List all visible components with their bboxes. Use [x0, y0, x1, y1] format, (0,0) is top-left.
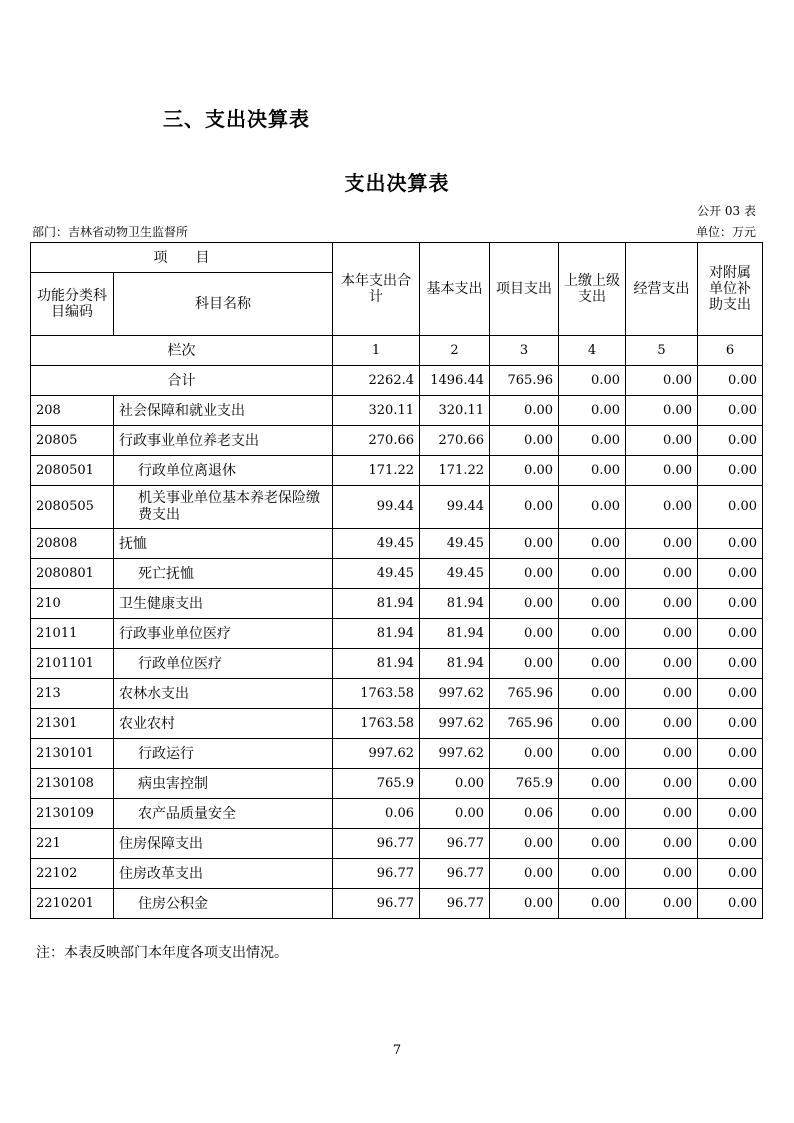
row-value: 0.00	[559, 529, 626, 559]
row-value: 1763.58	[333, 709, 420, 739]
row-value: 1763.58	[333, 679, 420, 709]
row-value: 96.77	[333, 889, 420, 919]
row-code: 221	[31, 829, 114, 859]
row-code: 210	[31, 589, 114, 619]
row-value: 320.11	[420, 396, 490, 426]
row-value: 0.00	[626, 709, 698, 739]
row-value: 0.00	[559, 889, 626, 919]
row-value: 0.00	[420, 799, 490, 829]
row-name: 行政事业单位养老支出	[114, 426, 333, 456]
row-value: 0.00	[626, 769, 698, 799]
row-value: 0.00	[626, 559, 698, 589]
row-value: 0.00	[698, 769, 763, 799]
row-code: 20805	[31, 426, 114, 456]
row-value: 96.77	[420, 859, 490, 889]
section-heading: 三、支出决算表	[163, 107, 310, 131]
column-index-1: 1	[333, 336, 420, 366]
row-value: 997.62	[333, 739, 420, 769]
page-number: 7	[392, 1043, 402, 1058]
row-value: 0.00	[698, 859, 763, 889]
total-value: 0.00	[559, 366, 626, 396]
unit-label: 单位：万元	[695, 225, 756, 239]
row-value: 0.00	[420, 769, 490, 799]
row-value: 0.00	[626, 739, 698, 769]
row-value: 0.00	[626, 486, 698, 529]
row-value: 81.94	[420, 649, 490, 679]
row-value: 0.00	[698, 486, 763, 529]
row-name: 行政单位离退休	[114, 456, 333, 486]
table-row	[31, 799, 763, 829]
row-value: 0.00	[698, 829, 763, 859]
row-value: 0.00	[698, 456, 763, 486]
table-row	[31, 619, 763, 649]
row-value: 0.00	[490, 619, 559, 649]
column-index-2: 2	[420, 336, 490, 366]
row-value: 49.45	[420, 529, 490, 559]
header-col2: 基本支出	[420, 243, 490, 336]
row-code: 2080801	[31, 559, 114, 589]
row-value: 0.00	[559, 396, 626, 426]
header-col6: 对附属单位补助支出	[698, 243, 763, 336]
row-value: 0.00	[559, 486, 626, 529]
expenditure-table	[30, 242, 763, 919]
row-value: 0.00	[626, 529, 698, 559]
row-value: 49.45	[333, 559, 420, 589]
row-code: 21011	[31, 619, 114, 649]
row-code: 2210201	[31, 889, 114, 919]
row-code: 22102	[31, 859, 114, 889]
row-value: 0.00	[698, 649, 763, 679]
row-name: 农林水支出	[114, 679, 333, 709]
row-code: 2130109	[31, 799, 114, 829]
total-value: 0.00	[698, 366, 763, 396]
row-value: 0.00	[490, 829, 559, 859]
row-value: 270.66	[420, 426, 490, 456]
row-value: 0.00	[698, 709, 763, 739]
row-name: 抚恤	[114, 529, 333, 559]
table-row	[31, 709, 763, 739]
row-value: 0.00	[626, 456, 698, 486]
column-index-3: 3	[490, 336, 559, 366]
row-value: 0.00	[559, 679, 626, 709]
row-value: 0.00	[559, 769, 626, 799]
row-value: 0.00	[626, 829, 698, 859]
row-value: 765.96	[490, 679, 559, 709]
row-name: 行政单位医疗	[114, 649, 333, 679]
table-row	[31, 889, 763, 919]
row-value: 49.45	[333, 529, 420, 559]
row-value: 99.44	[420, 486, 490, 529]
row-value: 96.77	[333, 829, 420, 859]
table-title: 支出决算表	[344, 171, 450, 195]
header-col5: 经营支出	[626, 243, 698, 336]
row-value: 765.9	[490, 769, 559, 799]
row-value: 0.00	[490, 426, 559, 456]
table-row	[31, 589, 763, 619]
row-value: 0.00	[559, 829, 626, 859]
row-value: 0.00	[490, 649, 559, 679]
header-col3: 项目支出	[490, 243, 559, 336]
table-row	[31, 859, 763, 889]
row-value: 0.00	[698, 589, 763, 619]
row-value: 96.77	[420, 889, 490, 919]
row-value: 81.94	[333, 619, 420, 649]
row-value: 0.00	[626, 859, 698, 889]
table-row	[31, 649, 763, 679]
row-value: 0.00	[559, 559, 626, 589]
total-value: 1496.44	[420, 366, 490, 396]
row-name: 卫生健康支出	[114, 589, 333, 619]
header-col4: 上缴上级支出	[559, 243, 626, 336]
row-value: 171.22	[420, 456, 490, 486]
row-name: 行政运行	[114, 739, 333, 769]
row-code: 208	[31, 396, 114, 426]
header-item: 项 目	[31, 243, 333, 273]
row-value: 0.00	[559, 426, 626, 456]
row-value: 0.00	[490, 396, 559, 426]
row-code: 20808	[31, 529, 114, 559]
row-value: 0.00	[698, 559, 763, 589]
row-name: 社会保障和就业支出	[114, 396, 333, 426]
row-value: 0.00	[559, 649, 626, 679]
row-value: 96.77	[420, 829, 490, 859]
row-value: 765.96	[490, 709, 559, 739]
total-value: 765.96	[490, 366, 559, 396]
row-value: 270.66	[333, 426, 420, 456]
row-value: 0.00	[626, 396, 698, 426]
row-code: 213	[31, 679, 114, 709]
table-row	[31, 559, 763, 589]
row-value: 0.00	[490, 456, 559, 486]
row-value: 997.62	[420, 679, 490, 709]
table-note: 注：本表反映部门本年度各项支出情况。	[36, 945, 288, 961]
department-label: 部门：吉林省动物卫生监督所	[32, 225, 189, 239]
row-value: 0.00	[490, 859, 559, 889]
row-value: 0.00	[698, 799, 763, 829]
row-value: 0.00	[559, 799, 626, 829]
row-name: 行政事业单位医疗	[114, 619, 333, 649]
row-value: 0.00	[698, 739, 763, 769]
row-name: 机关事业单位基本养老保险缴费支出	[114, 486, 333, 529]
table-row	[31, 396, 763, 426]
row-value: 0.00	[490, 529, 559, 559]
row-name: 住房保障支出	[114, 829, 333, 859]
row-value: 81.94	[333, 649, 420, 679]
row-value: 0.00	[626, 426, 698, 456]
row-code: 21301	[31, 709, 114, 739]
row-value: 0.00	[559, 709, 626, 739]
row-code: 2101101	[31, 649, 114, 679]
row-name: 农业农村	[114, 709, 333, 739]
row-value: 0.00	[626, 589, 698, 619]
row-name: 住房公积金	[114, 889, 333, 919]
row-value: 0.00	[698, 529, 763, 559]
row-value: 0.06	[490, 799, 559, 829]
row-value: 0.00	[490, 889, 559, 919]
row-value: 0.00	[490, 559, 559, 589]
column-index-label: 栏次	[31, 336, 333, 366]
row-value: 0.00	[559, 859, 626, 889]
row-value: 0.00	[559, 739, 626, 769]
table-row	[31, 426, 763, 456]
row-value: 0.00	[698, 679, 763, 709]
row-value: 0.00	[626, 679, 698, 709]
row-value: 49.45	[420, 559, 490, 589]
row-name: 农产品质量安全	[114, 799, 333, 829]
total-label: 合计	[31, 366, 333, 396]
row-value: 997.62	[420, 709, 490, 739]
row-value: 0.00	[698, 889, 763, 919]
column-index-4: 4	[559, 336, 626, 366]
table-row	[31, 769, 763, 799]
row-value: 320.11	[333, 396, 420, 426]
row-value: 0.00	[626, 649, 698, 679]
row-value: 0.06	[333, 799, 420, 829]
row-name: 住房改革支出	[114, 859, 333, 889]
table-row	[31, 486, 763, 529]
total-value: 2262.4	[333, 366, 420, 396]
header-code: 功能分类科目编码	[31, 273, 114, 336]
row-value: 0.00	[490, 739, 559, 769]
table-row	[31, 529, 763, 559]
total-value: 0.00	[626, 366, 698, 396]
row-value: 0.00	[559, 619, 626, 649]
header-name: 科目名称	[114, 273, 333, 336]
row-value: 0.00	[626, 619, 698, 649]
row-value: 0.00	[490, 589, 559, 619]
row-value: 99.44	[333, 486, 420, 529]
row-name: 病虫害控制	[114, 769, 333, 799]
row-code: 2130101	[31, 739, 114, 769]
header-col1: 本年支出合计	[333, 243, 420, 336]
form-number: 公开 03 表	[697, 204, 756, 218]
row-value: 0.00	[698, 619, 763, 649]
row-value: 0.00	[559, 456, 626, 486]
row-value: 81.94	[420, 619, 490, 649]
row-code: 2130108	[31, 769, 114, 799]
row-value: 171.22	[333, 456, 420, 486]
row-value: 81.94	[333, 589, 420, 619]
column-index-5: 5	[626, 336, 698, 366]
row-value: 96.77	[333, 859, 420, 889]
row-value: 81.94	[420, 589, 490, 619]
row-value: 0.00	[626, 889, 698, 919]
table-row	[31, 679, 763, 709]
row-value: 765.9	[333, 769, 420, 799]
row-code: 2080501	[31, 456, 114, 486]
row-value: 0.00	[490, 486, 559, 529]
row-value: 0.00	[698, 396, 763, 426]
table-row	[31, 456, 763, 486]
row-value: 0.00	[559, 589, 626, 619]
total-row	[31, 366, 763, 396]
row-value: 0.00	[626, 799, 698, 829]
table-row	[31, 829, 763, 859]
row-name: 死亡抚恤	[114, 559, 333, 589]
row-value: 0.00	[698, 426, 763, 456]
row-code: 2080505	[31, 486, 114, 529]
row-value: 997.62	[420, 739, 490, 769]
table-row	[31, 739, 763, 769]
column-index-6: 6	[698, 336, 763, 366]
